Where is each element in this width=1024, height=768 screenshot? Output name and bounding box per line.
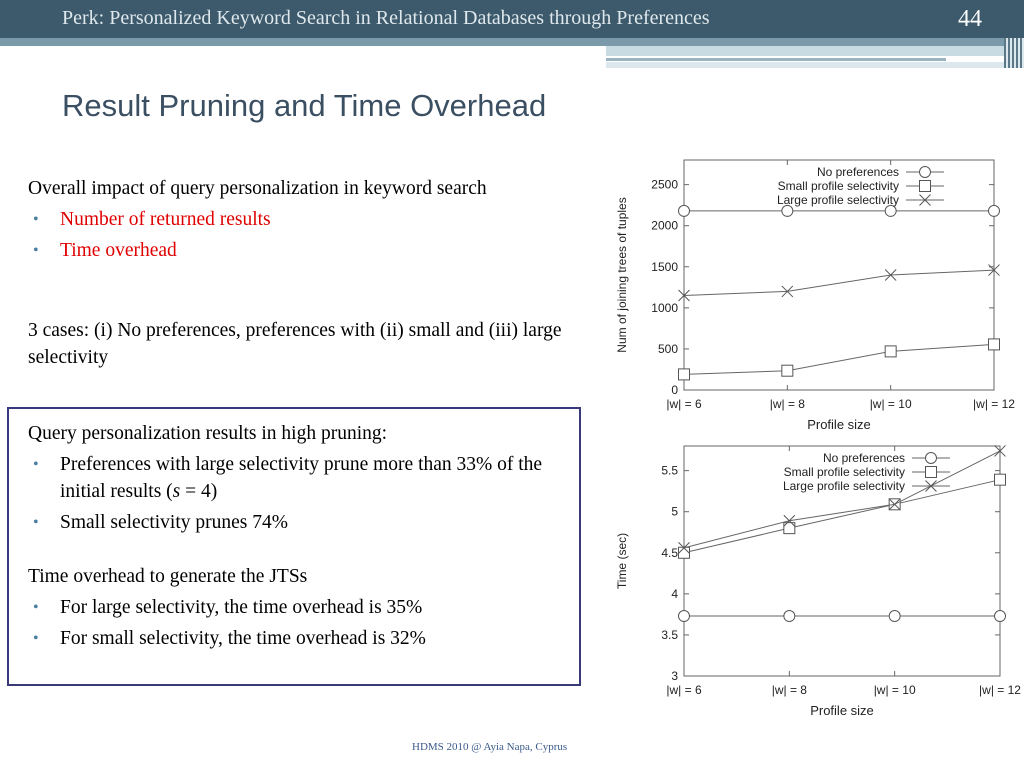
y-tick-label: 3 — [671, 669, 678, 683]
data-point — [989, 339, 1000, 350]
y-axis-label: Time (sec) — [615, 532, 629, 590]
bullet-icon: • — [33, 599, 39, 616]
bullet-icon: • — [33, 514, 39, 531]
series-line — [684, 270, 994, 295]
bullet-text: Time overhead — [60, 240, 177, 261]
cases-block — [28, 317, 578, 371]
legend-marker — [920, 181, 931, 192]
bullet-icon: • — [33, 630, 39, 647]
list-item — [28, 594, 573, 621]
y-tick-label: 2500 — [651, 177, 678, 192]
intro-bullets — [28, 206, 568, 264]
bullet-text: Number of returned results — [60, 209, 271, 230]
y-tick-label: 3.5 — [661, 627, 678, 642]
legend-label: Small profile selectivity — [783, 465, 905, 479]
time-chart — [608, 438, 1024, 720]
bullet-icon: • — [33, 456, 39, 473]
y-tick-label: 500 — [657, 341, 678, 356]
y-tick-label: 5 — [671, 504, 678, 519]
data-point — [679, 205, 690, 216]
y-tick-label: 5.5 — [661, 463, 678, 478]
pruning-bullets — [28, 451, 573, 536]
data-point — [885, 205, 896, 216]
y-tick-label: 1000 — [651, 300, 678, 315]
legend-label: No preferences — [816, 165, 899, 179]
legend-label: Small profile selectivity — [777, 179, 899, 193]
y-tick-label: 1500 — [651, 259, 678, 274]
data-point — [679, 369, 690, 380]
overhead-heading: Time overhead to generate the JTSs — [28, 566, 308, 587]
x-tick-label: |w| = 12 — [973, 397, 1015, 411]
x-tick-label: |w| = 6 — [666, 683, 702, 697]
legend-marker — [926, 467, 937, 478]
list-item — [28, 451, 573, 505]
data-point — [679, 547, 690, 558]
header-stripe — [606, 62, 1024, 68]
x-tick-label: |w| = 10 — [869, 397, 912, 411]
data-point — [885, 346, 896, 357]
x-axis-label: Profile size — [807, 417, 871, 432]
bullet-text: Small selectivity prunes 74% — [60, 512, 289, 533]
slide-title: Result Pruning and Time Overhead — [62, 88, 547, 123]
pruning-block — [28, 420, 573, 540]
legend-label: Large profile selectivity — [782, 479, 905, 493]
slide-number: 44 — [958, 6, 982, 32]
footer-text: HDMS 2010 @ Ayia Napa, Cyprus — [412, 741, 568, 753]
x-tick-label: |w| = 12 — [979, 683, 1021, 697]
legend-marker — [926, 453, 937, 464]
data-point — [995, 611, 1006, 622]
y-axis-label: Num of joining trees of tuples — [615, 197, 629, 353]
list-item — [28, 625, 573, 652]
legend-label: No preferences — [822, 451, 905, 465]
bullet-text: For large selectivity, the time overhead is 35% — [60, 597, 423, 618]
data-point — [889, 611, 900, 622]
data-point — [989, 205, 1000, 216]
data-point — [784, 611, 795, 622]
intro-block — [28, 175, 568, 268]
header-stripe — [606, 46, 1024, 56]
pruning-heading: Query personalization results in high pruning: — [28, 423, 388, 444]
bullet-icon: • — [33, 211, 39, 228]
list-item — [28, 509, 573, 536]
header-stripe — [1004, 38, 1024, 68]
presentation-title: Perk: Personalized Keyword Search in Relational Databases through Preferences — [62, 7, 710, 29]
bullet-icon: • — [33, 242, 39, 259]
y-tick-label: 2000 — [651, 218, 678, 233]
y-tick-label: 4 — [671, 586, 678, 601]
overhead-block — [28, 563, 573, 656]
header-stripe — [0, 38, 1024, 46]
legend-marker — [920, 167, 931, 178]
bullet-text: Preferences with large selectivity prune more than 33% of the initial results (s = 4) — [60, 454, 543, 502]
y-tick-label: 0 — [671, 383, 678, 397]
list-item — [28, 206, 568, 233]
x-tick-label: |w| = 6 — [666, 397, 702, 411]
data-point — [782, 205, 793, 216]
x-axis-label: Profile size — [810, 703, 874, 718]
x-tick-label: |w| = 8 — [769, 397, 805, 411]
cases-text: 3 cases: (i) No preferences, preferences with (ii) small and (iii) large selectivity — [28, 320, 562, 368]
data-point — [679, 611, 690, 622]
y-tick-label: 4.5 — [661, 545, 678, 560]
header-stripe — [606, 58, 946, 61]
tuples-chart — [608, 150, 1024, 440]
x-tick-label: |w| = 10 — [873, 683, 916, 697]
overhead-bullets — [28, 594, 573, 652]
bullet-text: For small selectivity, the time overhead is 32% — [60, 628, 426, 649]
intro-text: Overall impact of query personalization in keyword search — [28, 178, 487, 199]
list-item — [28, 237, 568, 264]
data-point — [782, 365, 793, 376]
x-tick-label: |w| = 8 — [771, 683, 807, 697]
legend-label: Large profile selectivity — [776, 193, 899, 207]
data-point — [995, 474, 1006, 485]
series-line — [684, 344, 994, 374]
